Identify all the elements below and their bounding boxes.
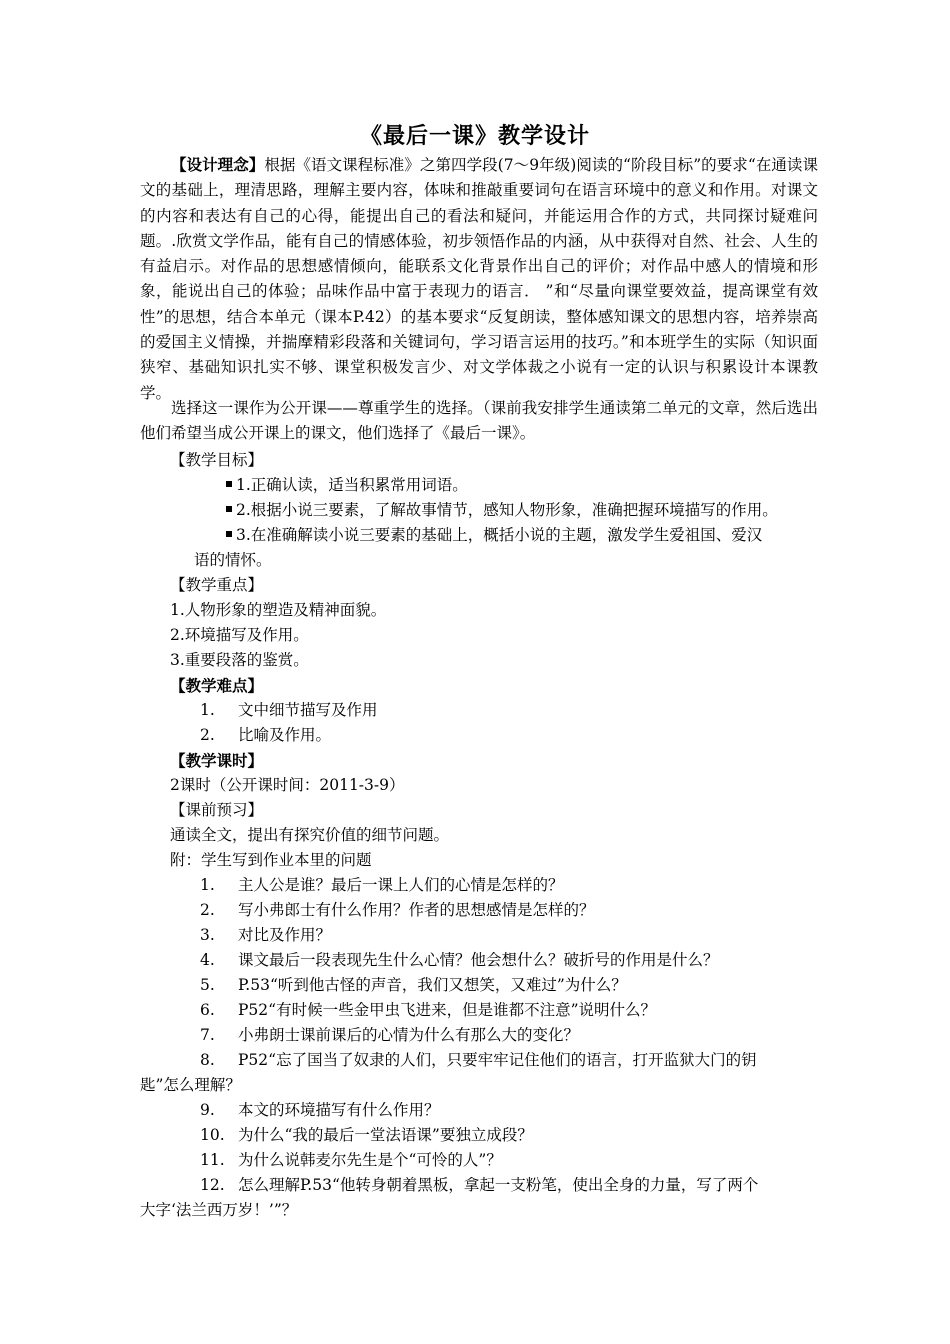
question-item: 3. 对比及作用？ bbox=[200, 926, 332, 944]
question-item-continuation: 匙”怎么理解？ bbox=[140, 1076, 241, 1094]
design-concept-paragraph bbox=[140, 152, 818, 406]
question-item: 2. 写小弗郎士有什么作用？作者的思想感情是怎样的？ bbox=[200, 901, 595, 919]
preview-task: 通读全文，提出有探究价值的细节问题。 bbox=[170, 826, 450, 844]
goal-item: 2.根据小说三要素，了解故事情节，感知人物形象，准确把握环境描写的作用。 bbox=[226, 498, 778, 523]
difficulties-heading: 【教学难点】 bbox=[170, 676, 264, 695]
hours-heading: 【教学课时】 bbox=[170, 751, 264, 770]
bullet-icon bbox=[226, 506, 232, 512]
goal-item: 3.在准确解读小说三要素的基础上，概括小说的主题，激发学生爱祖国、爱汉 bbox=[226, 523, 762, 548]
question-item: 1. 主人公是谁？最后一课上人们的心情是怎样的？ bbox=[200, 876, 564, 894]
question-item: 10. 为什么“我的最后一堂法语课”要独立成段？ bbox=[200, 1126, 533, 1144]
goals-heading: 【教学目标】 bbox=[170, 451, 264, 469]
difficulty-item: 1. 文中细节描写及作用 bbox=[200, 701, 378, 719]
preview-heading: 【课前预习】 bbox=[170, 801, 264, 819]
question-item: 12. 怎么理解P.53“他转身朝着黑板，拿起一支粉笔，使出全身的力量，写了两个 bbox=[200, 1176, 759, 1194]
bullet-icon bbox=[226, 481, 232, 487]
key-point-item: 1.人物形象的塑造及精神面貌。 bbox=[170, 601, 387, 619]
question-item: 11. 为什么说韩麦尔先生是个“可怜的人”？ bbox=[200, 1151, 502, 1169]
goal-item: 1.正确认读，适当积累常用词语。 bbox=[226, 473, 468, 498]
goal-item-continuation: 语的情怀。 bbox=[194, 551, 272, 569]
difficulty-item: 2. 比喻及作用。 bbox=[200, 726, 332, 744]
question-item: 7. 小弗朗士课前课后的心情为什么有那么大的变化？ bbox=[200, 1026, 580, 1044]
hours-text: 2课时（公开课时间：2011-3-9） bbox=[170, 776, 405, 794]
preview-appendix: 附：学生写到作业本里的问题 bbox=[170, 851, 372, 869]
key-point-item: 2.环境描写及作用。 bbox=[170, 626, 309, 644]
question-item: 4. 课文最后一段表现先生什么心情？他会想什么？破折号的作用是什么？ bbox=[200, 951, 719, 969]
design-concept-heading: 【设计理念】 bbox=[171, 155, 265, 174]
question-item: 5. P.53“听到他古怪的声音，我们又想笑，又难过”为什么？ bbox=[200, 976, 627, 994]
question-item: 9. 本文的环境描写有什么作用？ bbox=[200, 1101, 440, 1119]
question-item-continuation: 大字‘法兰西万岁！’”？ bbox=[140, 1201, 298, 1219]
key-point-item: 3.重要段落的鉴赏。 bbox=[170, 651, 309, 669]
design-concept-text: 根据《语文课程标准》之第四学段(7～9年级)阅读的“阶段目标”的要求“在通读课文的基础上，理清思路，理解主要内容，体味和推敲重要词句在语言环境中的意义和作用。对课文的内容和表达有自己的心得，能提出自己的看法和疑问，并能运用合作的方式，共同探讨疑难问题。.欣赏文学作品，能有自己的情感体验，初步领悟作品的内涵，从中获得对自然、社会、人生的有益启示。对作品的思想感情倾向，能联系文化背景作出自己的评价；对作品中感人的情境和形象，能说出自己的体验；品味作品中富于表现力的语言． ”和“尽量向课堂要效益，提高课堂有效性”的思想，结合本单元（课本P.42）的基本要求“反复朗读，整体感知课文的思想内容，培养崇高的爱国主义情操，并揣摩精彩段落和关键词句，学习语言运用的技巧。”和本班学生的实际（知识面狭窄、基础知识扎实不够、课堂积极发言少、对文学体裁之小说有一定的认识与积累设计本课教学。 bbox=[140, 156, 818, 402]
key-points-heading: 【教学重点】 bbox=[170, 576, 264, 594]
question-item: 8. P52“忘了国当了奴隶的人们，只要牢牢记住他们的语言，打开监狱大门的钥 bbox=[200, 1051, 757, 1069]
bullet-icon bbox=[226, 531, 232, 537]
document-title: 《最后一课》教学设计 bbox=[359, 123, 590, 149]
question-item: 6. P52“有时候一些金甲虫飞进来，但是谁都不注意”说明什么？ bbox=[200, 1001, 657, 1019]
lesson-choice-paragraph: 选择这一课作为公开课——尊重学生的选择。（课前我安排学生通读第二单元的文章，然后选出他们希望当成公开课上的课文，他们选择了《最后一课》。 bbox=[140, 399, 818, 443]
